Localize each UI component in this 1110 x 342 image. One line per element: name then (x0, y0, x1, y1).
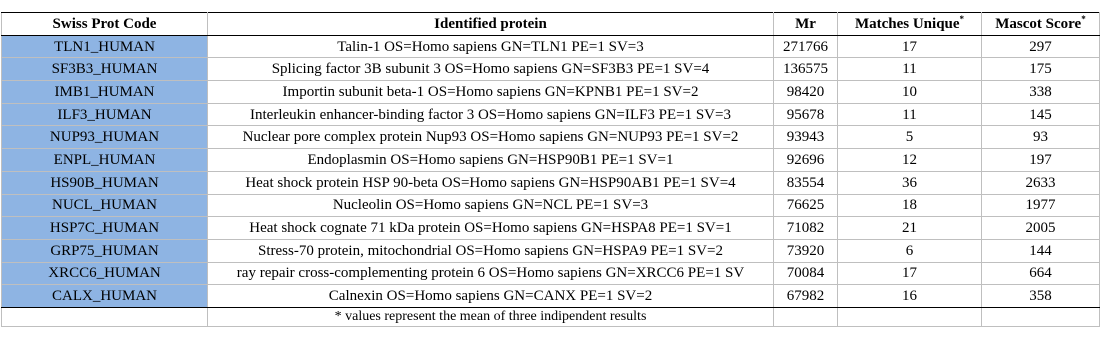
identified-protein-cell: Stress-70 protein, mitochondrial OS=Homo sapiens GN=HSPA9 PE=1 SV=2 (208, 239, 774, 262)
mascot-score-cell: 175 (982, 58, 1100, 81)
mr-cell: 92696 (774, 149, 838, 172)
mr-cell: 83554 (774, 171, 838, 194)
footnote-row (2, 307, 1100, 326)
table-row (2, 285, 1100, 308)
table-row (2, 171, 1100, 194)
swiss-prot-code-cell: GRP75_HUMAN (2, 239, 208, 262)
table-row (2, 126, 1100, 149)
swiss-prot-code-cell: SF3B3_HUMAN (2, 58, 208, 81)
swiss-prot-code-cell: HSP7C_HUMAN (2, 217, 208, 240)
footnote-empty-cell (982, 307, 1100, 326)
matches-unique-cell: 6 (838, 239, 982, 262)
identified-protein-cell: Endoplasmin OS=Homo sapiens GN=HSP90B1 PE=1 SV=1 (208, 149, 774, 172)
header-matches-asterisk: * (959, 13, 965, 24)
identified-protein-cell: Heat shock cognate 71 kDa protein OS=Homo sapiens GN=HSPA8 PE=1 SV=1 (208, 217, 774, 240)
mr-cell: 98420 (774, 81, 838, 104)
table-row (2, 217, 1100, 240)
matches-unique-cell: 21 (838, 217, 982, 240)
identified-protein-cell: Interleukin enhancer-binding factor 3 OS=Homo sapiens GN=ILF3 PE=1 SV=3 (208, 103, 774, 126)
mascot-score-cell: 197 (982, 149, 1100, 172)
table-row (2, 149, 1100, 172)
mascot-score-cell: 145 (982, 103, 1100, 126)
swiss-prot-code-cell: IMB1_HUMAN (2, 81, 208, 104)
mascot-score-cell: 144 (982, 239, 1100, 262)
swiss-prot-code-cell: ENPL_HUMAN (2, 149, 208, 172)
matches-unique-cell: 17 (838, 35, 982, 58)
swiss-prot-code-cell: NUP93_HUMAN (2, 126, 208, 149)
footnote-text: * values represent the mean of three indipendent results (208, 307, 774, 326)
table-row (2, 239, 1100, 262)
mr-cell: 73920 (774, 239, 838, 262)
table-row (2, 58, 1100, 81)
mascot-score-cell: 93 (982, 126, 1100, 149)
swiss-prot-code-cell: ILF3_HUMAN (2, 103, 208, 126)
mascot-score-cell: 2005 (982, 217, 1100, 240)
mr-cell: 76625 (774, 194, 838, 217)
protein-table (1, 12, 1100, 327)
matches-unique-cell: 11 (838, 103, 982, 126)
footnote-empty-cell (2, 307, 208, 326)
mascot-score-cell: 338 (982, 81, 1100, 104)
mr-cell: 93943 (774, 126, 838, 149)
table-row (2, 103, 1100, 126)
matches-unique-cell: 11 (838, 58, 982, 81)
matches-unique-cell: 5 (838, 126, 982, 149)
swiss-prot-code-cell: TLN1_HUMAN (2, 35, 208, 58)
swiss-prot-code-cell: NUCL_HUMAN (2, 194, 208, 217)
header-row (2, 13, 1100, 36)
mr-cell: 136575 (774, 58, 838, 81)
mascot-score-cell: 358 (982, 285, 1100, 308)
mr-cell: 67982 (774, 285, 838, 308)
identified-protein-cell: Nuclear pore complex protein Nup93 OS=Homo sapiens GN=NUP93 PE=1 SV=2 (208, 126, 774, 149)
mr-cell: 71082 (774, 217, 838, 240)
matches-unique-cell: 18 (838, 194, 982, 217)
mascot-score-cell: 297 (982, 35, 1100, 58)
table-row (2, 194, 1100, 217)
header-matches-unique: Matches Unique* (838, 13, 982, 36)
header-identified-protein: Identified protein (208, 13, 774, 36)
table-row (2, 262, 1100, 285)
mr-cell: 70084 (774, 262, 838, 285)
identified-protein-cell: Heat shock protein HSP 90-beta OS=Homo sapiens GN=HSP90AB1 PE=1 SV=4 (208, 171, 774, 194)
identified-protein-cell: ray repair cross-complementing protein 6 OS=Homo sapiens GN=XRCC6 PE=1 SV (208, 262, 774, 285)
identified-protein-cell: Splicing factor 3B subunit 3 OS=Homo sapiens GN=SF3B3 PE=1 SV=4 (208, 58, 774, 81)
swiss-prot-code-cell: HS90B_HUMAN (2, 171, 208, 194)
mr-cell: 95678 (774, 103, 838, 126)
identified-protein-cell: Talin-1 OS=Homo sapiens GN=TLN1 PE=1 SV=3 (208, 35, 774, 58)
matches-unique-cell: 16 (838, 285, 982, 308)
mascot-score-cell: 2633 (982, 171, 1100, 194)
identified-protein-cell: Importin subunit beta-1 OS=Homo sapiens GN=KPNB1 PE=1 SV=2 (208, 81, 774, 104)
table-body (2, 35, 1100, 326)
identified-protein-cell: Nucleolin OS=Homo sapiens GN=NCL PE=1 SV=3 (208, 194, 774, 217)
header-swiss-prot-code: Swiss Prot Code (2, 13, 208, 36)
footnote-empty-cell (774, 307, 838, 326)
matches-unique-cell: 36 (838, 171, 982, 194)
matches-unique-cell: 12 (838, 149, 982, 172)
footnote-empty-cell (838, 307, 982, 326)
swiss-prot-code-cell: XRCC6_HUMAN (2, 262, 208, 285)
identified-protein-cell: Calnexin OS=Homo sapiens GN=CANX PE=1 SV=2 (208, 285, 774, 308)
mr-cell: 271766 (774, 35, 838, 58)
matches-unique-cell: 17 (838, 262, 982, 285)
mascot-score-cell: 1977 (982, 194, 1100, 217)
swiss-prot-code-cell: CALX_HUMAN (2, 285, 208, 308)
table-row (2, 35, 1100, 58)
header-mr: Mr (774, 13, 838, 36)
mascot-score-cell: 664 (982, 262, 1100, 285)
header-mascot-score: Mascot Score* (982, 13, 1100, 36)
matches-unique-cell: 10 (838, 81, 982, 104)
header-mascot-asterisk: * (1081, 13, 1086, 24)
table-row (2, 81, 1100, 104)
